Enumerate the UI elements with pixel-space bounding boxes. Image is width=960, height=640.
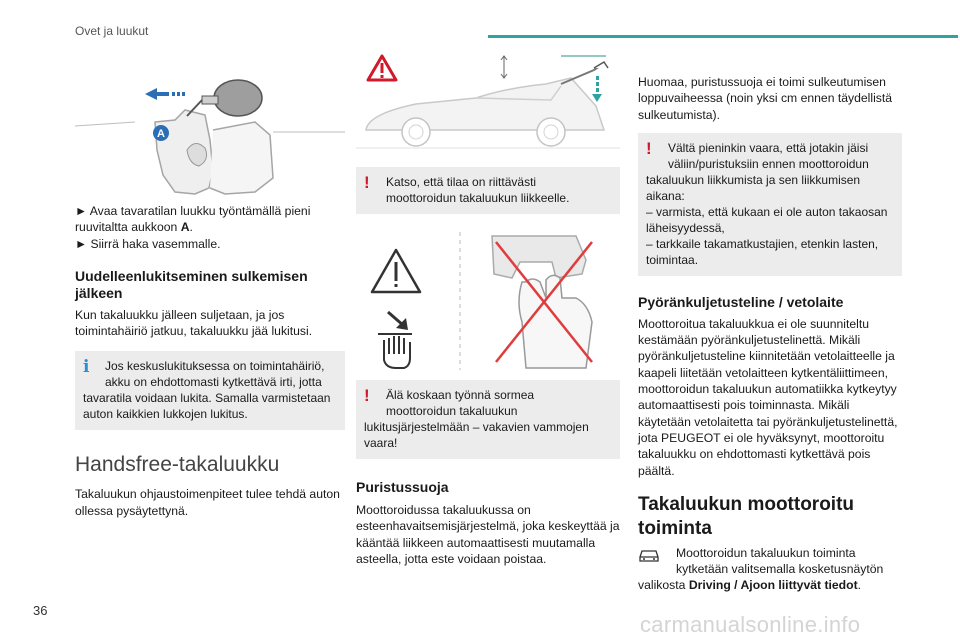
warning-pinch-item: – varmista, että kukaan ei ole auton takaosan läheisyydessä, [646,204,888,235]
info-text-rest: akku on ehdottomasti kytkettävä irti, jotta tavaratila voidaan lukita. Samalla varmistetaan auton kaikkien lukkojen lukitus. [83,375,331,422]
column-right [638,74,902,594]
menu-path: Driving / Ajoon liittyvät tiedot [688,578,858,593]
watermark: carmanualsonline.info [640,612,861,637]
page-number: 36 [33,603,48,618]
operation-text-line2: kytketään valitsemalla kosketusnäytön [676,562,884,577]
info-icon: i [83,357,90,378]
section-label: Ovet ja luukut [75,24,149,38]
warning-finger-line2: moottoroidun takaluukun [386,404,518,418]
handsfree-heading: Handsfree-takaluukku [75,453,280,477]
handsfree-text: Takaluukun ohjaustoimenpiteet tulee tehdä auton ollessa pysäytettynä. [75,487,340,518]
finger-pinch-warning-illustration [356,222,620,370]
relock-heading: Uudelleenlukitseminen sulkemisen jälkeen [75,267,308,301]
warning-pinch-line1: Vältä pieninkin vaara, että jotakin jäisi [668,140,869,155]
warning-box-pinch [638,133,902,276]
motorised-operation-heading: Takaluukun moottoroitu toiminta [638,493,855,539]
operation-text-line1: Moottoroidun takaluukun toiminta [676,545,856,560]
bike-carrier-text: Moottoroitua takaluukkua ei ole suunniteltu kestämään pyöränkuljetustelinettä. Mikäli pyöränkuljetusteline kiinnitetään vetolaitteelle ja kaapeli liitetään vetolaitteen kytkentäliittimeen, moottoroidun takaluukun automatiikka kytkeytyy automaattisesti pois toiminnasta. Mikäli käytetään vetolaitetta tai pyöränkuljetustelinettä, jota PEUGEOT ei ole hyväksynyt, moottoroitu takaluukku on ehdottomasti kytkettävä pois päältä. [638,316,898,478]
warning-box-finger [356,380,620,459]
pinch-protection-text: Moottoroidussa takaluukussa on esteenhavaitsemisjärjestelmä, joka keskeyttää ja kääntää liikkeen automaattisesti muutamalla asteella, jotta este voidaan poistaa. [356,503,620,566]
step-open-tailgate: ► Avaa tavaratilan luukku työntämällä pieni ruuvitaltta aukkoon A. [75,204,311,235]
info-text-line1: Jos keskuslukituksessa on toimintahäiriö, [105,359,325,374]
operation-text-line3: valikosta Driving / Ajoon liittyvät tiedot. [638,578,862,593]
warning-clearance-line1: Katso, että tilaa on riittävästi [386,175,537,189]
column-middle [356,48,620,567]
warning-clearance-rest: moottoroidun takaluukun liikkeelle. [386,191,570,205]
warning-pinch-line2: väliin/puristuksiin ennen moottoroidun [668,156,869,171]
pinch-note-text: Huomaa, puristussuoja ei toimi sulkeutumisen loppuvaiheessa (noin yksi cm ennen täydellistä sulkeutumista). [638,75,893,122]
step-move-hook: ► Siirrä haka vasemmalle. [75,236,221,251]
car-settings-icon [638,547,660,563]
warning-icon: ! [364,386,370,405]
pinch-protection-heading: Puristussuoja [356,479,449,495]
warning-icon: ! [646,138,652,158]
warning-icon: ! [364,173,370,192]
motorised-operation-block [638,545,902,594]
relock-text: Kun takaluukku jälleen suljetaan, ja jos toimintahäiriö jatkuu, takaluukku jää lukitusi. [75,307,313,339]
info-box [75,351,345,430]
warning-pinch-rest: takaluukun liikkumista ja sen liikkumisen aikana: [646,172,861,203]
tailgate-latch-illustration [75,60,345,198]
car-tailgate-clearance-illustration [356,48,620,153]
figure-label-a: A [157,128,165,140]
column-left [75,60,345,519]
header-accent-bar [488,35,958,38]
warning-finger-line1: Älä koskaan työnnä sormea [386,388,535,402]
warning-finger-rest: lukitusjärjestelmään – vakavien vammojen vaara! [364,420,589,450]
bike-carrier-heading: Pyöränkuljetusteline / vetolaite [638,293,844,310]
warning-box-clearance [356,167,620,214]
warning-pinch-item: – tarkkaile takamatkustajien, etenkin lasten, toimintaa. [646,236,879,267]
